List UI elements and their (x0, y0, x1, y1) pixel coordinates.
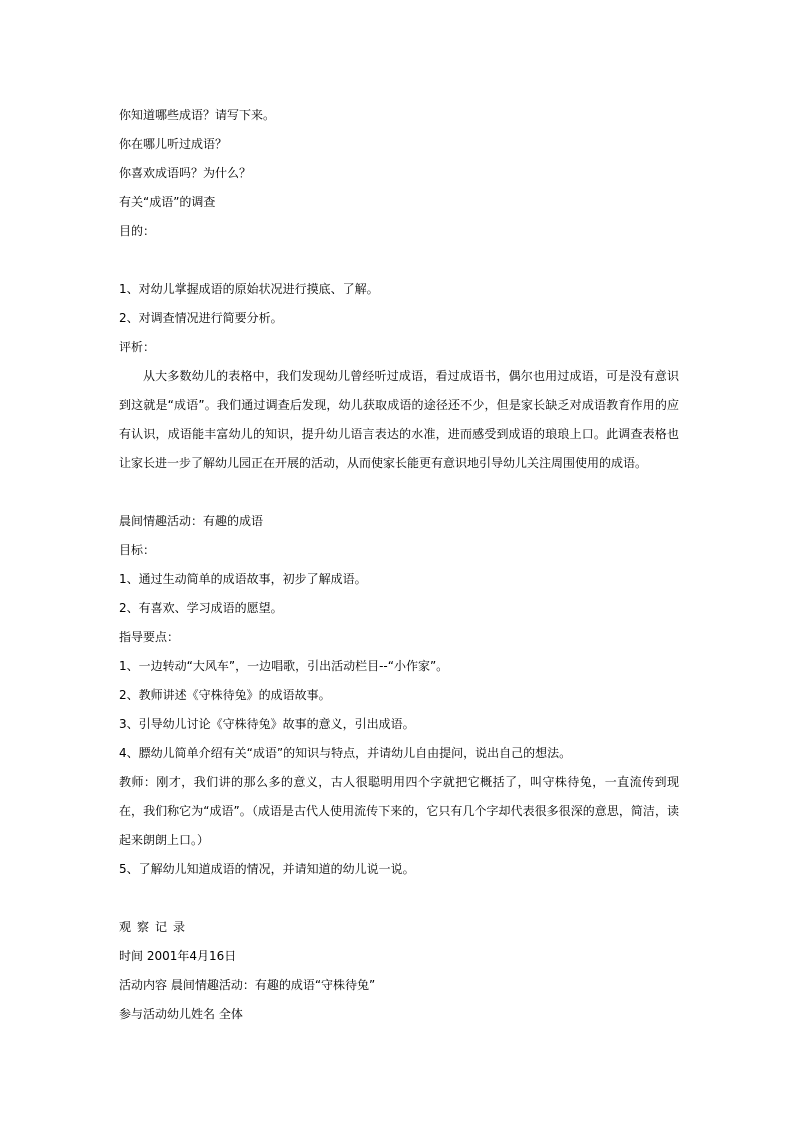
analysis-paragraph: 从大多数幼儿的表格中，我们发现幼儿曾经听过成语，看过成语书，偶尔也用过成语，可是没有意识到这就是“成语”。我们通过调查后发现，幼儿获取成语的途径还不少，但是家长缺乏对成语教育作用的应有认识，成语能丰富幼儿的知识，提升幼儿语言表达的水准，进而感受到成语的琅琅上口。此调查表格也让家长进一步了解幼儿园正在开展的活动，从而使家长能更有意识地引导幼儿关注周围使用的成语。 (119, 369, 679, 470)
target-item-2: 2、有喜欢、学习成语的愿望。 (119, 601, 283, 615)
guide-point-1: 1、一边转动“大风车”，一边唱歌，引出活动栏目--“小作家”。 (119, 659, 449, 673)
record-title: 观察记录 (119, 920, 192, 934)
activity-title: 晨间情趣活动：有趣的成语 (119, 514, 264, 528)
document-body (119, 101, 679, 1029)
guide-label: 指导要点： (119, 630, 180, 644)
spacer (119, 478, 679, 507)
survey-title: 有关“成语”的调查 (119, 195, 216, 209)
spacer (119, 246, 679, 275)
guide-point-5: 5、了解幼儿知道成语的情况，并请知道的幼儿说一说。 (119, 862, 415, 876)
guide-point-2: 2、教师讲述《守株待兔》的成语故事。 (119, 688, 331, 702)
teacher-paragraph: 教师：刚才，我们讲的那么多的意义，古人很聪明用四个字就把它概括了，叫守株待兔，一直流传到现在，我们称它为“成语”。（成语是古代人使用流传下来的，它只有几个字却代表很多很深的意思，简洁，读起来朗朗上口。） (119, 775, 679, 847)
goal-label: 目的： (119, 224, 156, 238)
goal-item-1: 1、对幼儿掌握成语的原始状况进行摸底、了解。 (119, 282, 379, 296)
goal-item-2: 2、对调查情况进行简要分析。 (119, 311, 283, 325)
spacer (119, 884, 679, 913)
record-content: 活动内容 晨间情趣活动：有趣的成语“守株待兔” (119, 978, 376, 992)
guide-point-4: 4、膘幼儿简单介绍有关“成语”的知识与特点，并请幼儿自由提问，说出自己的想法。 (119, 746, 572, 760)
survey-question-3: 你喜欢成语吗？为什么？ (119, 166, 252, 180)
target-item-1: 1、通过生动简单的成语故事，初步了解成语。 (119, 572, 367, 586)
analysis-label: 评析： (119, 340, 156, 354)
target-label: 目标： (119, 543, 156, 557)
survey-question-2: 你在哪儿听过成语？ (119, 137, 228, 151)
record-participants: 参与活动幼儿姓名 全体 (119, 1007, 243, 1021)
guide-point-3: 3、引导幼儿讨论《守株待兔》故事的意义，引出成语。 (119, 717, 415, 731)
record-time: 时间 2001年4月16日 (119, 949, 237, 963)
survey-question-1: 你知道哪些成语？请写下来。 (119, 108, 276, 122)
